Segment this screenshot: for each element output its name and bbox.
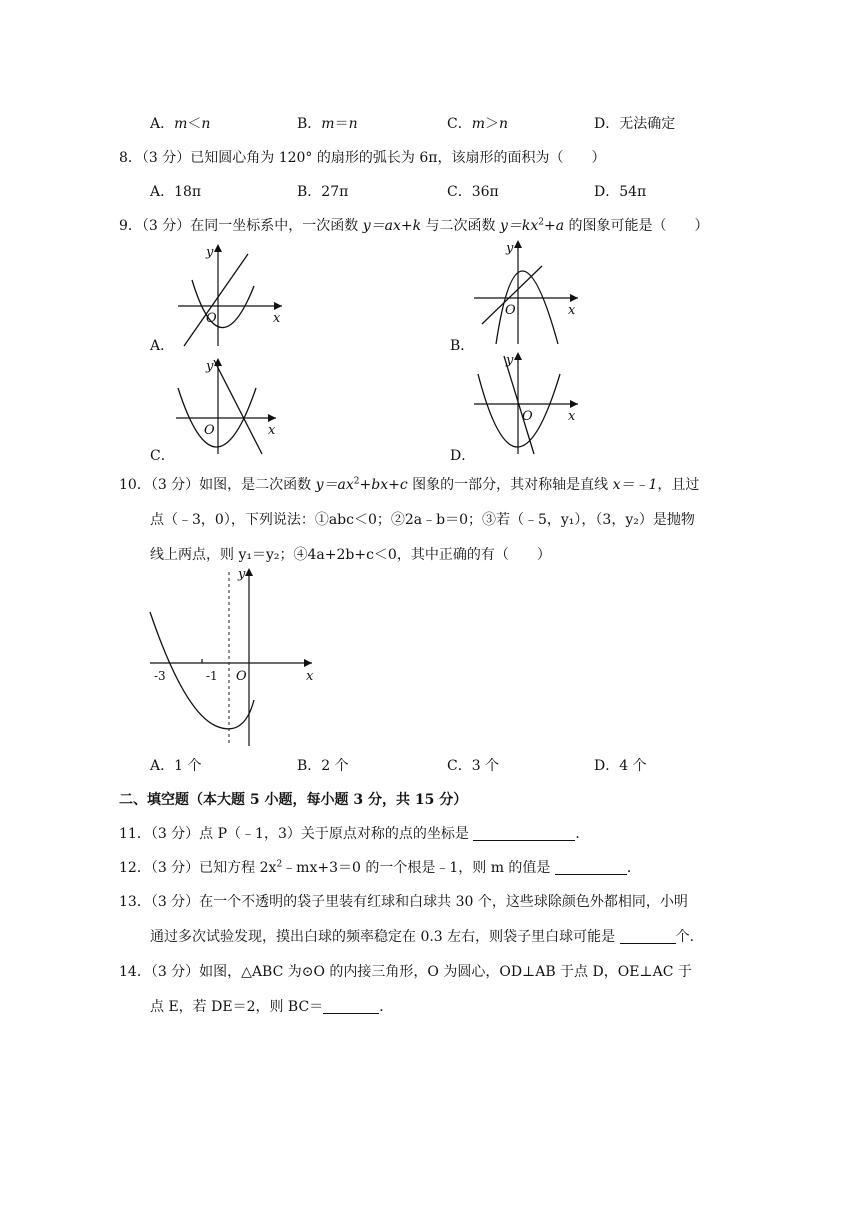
q11: 11．（3 分）点 P（﹣1，3）关于原点对称的点的坐标是 ． bbox=[119, 826, 590, 842]
q8-option-a: A．18π bbox=[150, 184, 202, 200]
q10-tick-minus1: -1 bbox=[206, 669, 218, 683]
q10-option-a: A．1 个 bbox=[150, 758, 202, 774]
graph-b-x-label: x bbox=[568, 303, 576, 318]
q8-option-c: C．36π bbox=[447, 184, 499, 200]
q9-graph-d bbox=[470, 350, 590, 456]
q10-line-1: 10．（3 分）如图，是二次函数 $y=ax^2+bx+c$ 图象的一部分，其对称轴是直线 x＝﹣1，且过 bbox=[119, 476, 700, 493]
q9-stem: 9．（3 分）在同一坐标系中，一次函数 y＝ax+k 与二次函数 $y=kx^2+a$ 的图象可能是（ ） bbox=[119, 217, 709, 234]
q10-graph bbox=[146, 562, 326, 748]
q9-graph-a bbox=[170, 240, 290, 348]
q10-y-label: y bbox=[238, 567, 246, 582]
q7-option-d: D．无法确定 bbox=[594, 116, 676, 132]
q9-option-a: A． bbox=[150, 338, 175, 354]
q12: 12．（3 分）已知方程 $2x^2﹣mx+3=0$ 的一个根是﹣1，则 m 的值是 ． bbox=[119, 859, 641, 876]
q8-option-b: B．27π bbox=[297, 184, 349, 200]
q10-option-c: C．3 个 bbox=[447, 758, 500, 774]
q9-option-d: D． bbox=[450, 448, 476, 464]
graph-a-origin-label: O bbox=[206, 311, 217, 326]
graph-b-y-label: y bbox=[506, 241, 514, 256]
q10-tick-minus3: -3 bbox=[154, 669, 166, 683]
q13-line-1: 13．（3 分）在一个不透明的袋子里装有红球和白球共 30 个，这些球除颜色外都相同，小明 bbox=[119, 894, 688, 910]
q8-option-d: D．54π bbox=[594, 184, 647, 200]
q10-origin-label: O bbox=[236, 669, 247, 684]
q10-option-d: D．4 个 bbox=[594, 758, 647, 774]
q11-answer-blank bbox=[473, 826, 575, 841]
graph-d-y-label: y bbox=[506, 353, 514, 368]
q14-line-1: 14．（3 分）如图，△ABC 为⊙O 的内接三角形，O 为圆心，OD⊥AB 于点 D，OE⊥AC 于 bbox=[119, 964, 692, 980]
q10-line-2: 点（﹣3，0），下列说法：①abc＜0；②2a﹣b＝0；③若（﹣5，y₁），（3，y₂）是抛物 bbox=[150, 512, 695, 528]
q8-stem: 8．（3 分）已知圆心角为 120° 的扇形的弧长为 6π，该扇形的面积为（ ） bbox=[119, 150, 606, 166]
q9-option-c: C． bbox=[150, 448, 175, 464]
q7-option-a: A．m＜n bbox=[150, 116, 211, 132]
q10-option-b: B．2 个 bbox=[297, 758, 349, 774]
graph-a-y-label: y bbox=[206, 245, 214, 260]
q13-line-2: 通过多次试验发现，摸出白球的频率稳定在 0.3 左右，则袋子里白球可能是 个． bbox=[150, 929, 704, 945]
q13-answer-blank bbox=[620, 929, 676, 944]
graph-c-y-label: y bbox=[206, 359, 214, 374]
graph-a-x-label: x bbox=[273, 311, 281, 326]
q14-line-2: 点 E，若 DE＝2，则 BC＝ ． bbox=[150, 999, 394, 1015]
q12-answer-blank bbox=[555, 860, 627, 875]
q10-x-label: x bbox=[306, 669, 314, 684]
graph-d-x-label: x bbox=[568, 409, 576, 424]
q14-answer-blank bbox=[323, 999, 379, 1014]
q9-graph-b bbox=[470, 238, 590, 348]
graph-c-x-label: x bbox=[268, 423, 276, 438]
q9-graph-c bbox=[170, 352, 290, 456]
graph-c-origin-label: O bbox=[204, 423, 215, 438]
q7-option-c: C．m＞n bbox=[447, 116, 509, 132]
q7-option-b: B．m＝n bbox=[297, 116, 358, 132]
section-2-title: 二、填空题（本大题 5 小题，每小题 3 分，共 15 分） bbox=[119, 792, 468, 808]
q9-option-b: B． bbox=[450, 338, 475, 354]
q10-line-3: 线上两点，则 y₁＝y₂；④4a+2b+c＜0，其中正确的有（ ） bbox=[150, 547, 551, 563]
graph-b-origin-label: O bbox=[505, 303, 516, 318]
graph-d-origin-label: O bbox=[522, 409, 533, 424]
